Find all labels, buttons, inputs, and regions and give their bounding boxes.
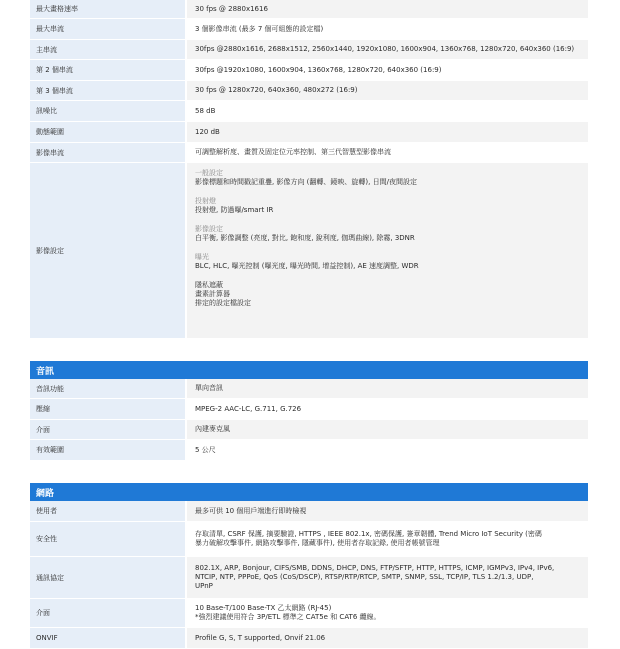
spec-value-line: Profile G, S, T supported, Onvif 21.06 [195, 633, 326, 642]
spec-row [30, 0, 588, 19]
network-spec-table [30, 501, 588, 649]
spec-value [187, 501, 588, 521]
spec-label: 壓縮 [30, 399, 185, 419]
group-title: 影像設定 [195, 225, 223, 233]
extra-line: 隱私遮蔽 [195, 281, 223, 289]
spec-label: 有效範圍 [30, 440, 185, 460]
spec-label: 影像串流 [30, 143, 185, 162]
spec-label: 介面 [30, 599, 185, 627]
spec-value: 單向音訊 [187, 379, 588, 398]
spec-value-line: 802.1X, ARP, Bonjour, CIFS/SMB, DDNS, DHCP, DNS, FTP/SFTP, HTTP, HTTPS, ICMP, IGMPv3, IPv4, IPv6, [195, 564, 555, 572]
spec-label: 通訊協定 [30, 557, 185, 598]
section-gap [30, 461, 588, 483]
spec-value: 可調整解析度、畫質及固定位元率控制、第三代智慧型影像串流 [187, 143, 588, 162]
section-gap [30, 339, 588, 361]
spec-row [30, 501, 588, 522]
spec-label: 介面 [30, 420, 185, 439]
spec-value [187, 628, 588, 648]
spec-value: 5 公尺 [187, 440, 588, 460]
section-header-audio: 音訊 [30, 361, 588, 379]
spec-value-line: 最多可供 10 個用戶端進行即時檢視 [195, 506, 307, 515]
spec-label: 最大畫格速率 [30, 0, 185, 18]
spec-row [30, 599, 588, 628]
spec-row [30, 81, 588, 101]
spec-value [187, 599, 588, 627]
spec-label: 音訊功能 [30, 379, 185, 398]
spec-label: 安全性 [30, 522, 185, 556]
settings-group [195, 225, 580, 243]
spec-value-line: 暴力破解攻擊事件, 網路攻擊事件, 隱藏事件), 使用者存取記錄, 使用者帳號管理 [195, 539, 440, 547]
spec-label: 使用者 [30, 501, 185, 521]
spec-value: 30 fps @ 1280x720, 640x360, 480x272 (16:9) [187, 81, 588, 100]
extra-line: 畫素計算器 [195, 290, 230, 298]
spec-label: 最大串流 [30, 19, 185, 39]
spec-value-line: *強烈建議使用符合 3P/ETL 標準之 CAT5e 和 CAT6 纜線。 [195, 613, 381, 621]
group-title: 曝光 [195, 253, 209, 261]
spec-row [30, 19, 588, 40]
spec-label: ONVIF [30, 628, 185, 648]
group-title: 投射燈 [195, 197, 216, 205]
spec-value: 30fps @1920x1080, 1600x904, 1360x768, 1280x720, 640x360 (16:9) [187, 60, 588, 80]
group-text: BLC, HLC, 曝光控制 (曝光度, 曝光時間, 增益控制), AE 速度調整, WDR [195, 262, 419, 270]
spec-value: 30 fps @ 2880x1616 [187, 0, 588, 18]
spec-value: 30fps @2880x1616, 2688x1512, 2560x1440, 1920x1080, 1600x904, 1360x768, 1280x720, 640x360 (16:9) [187, 40, 588, 59]
spec-row [30, 122, 588, 143]
spec-value: 內建麥克風 [187, 420, 588, 439]
spec-row [30, 143, 588, 163]
spec-row [30, 420, 588, 440]
settings-group [195, 253, 580, 271]
spec-value [187, 557, 588, 598]
spec-value: 120 dB [187, 122, 588, 142]
spec-label: 第 3 個串流 [30, 81, 185, 100]
spec-row [30, 522, 588, 557]
spec-label: 第 2 個串流 [30, 60, 185, 80]
spec-row [30, 379, 588, 399]
spec-row [30, 399, 588, 420]
spec-row [30, 60, 588, 81]
settings-group [195, 197, 580, 215]
spec-value-line: NTCIP, NTP, PPPoE, QoS (CoS/DSCP), RTSP/RTP/RTCP, SMTP, SNMP, SSL, TCP/IP, TLS 1.2/1.3, UDP, [195, 573, 534, 581]
spec-value: 3 個影像串流 (最多 7 個可組態的設定檔) [187, 19, 588, 39]
spec-row [30, 101, 588, 122]
group-title: 一般設定 [195, 169, 223, 177]
section-header-network: 網路 [30, 483, 588, 501]
spec-row [30, 628, 588, 649]
spec-label: 主串流 [30, 40, 185, 59]
group-text: 影像標題和時間戳記重疊, 影像方向 (翻轉、鏡映、旋轉), 日間/夜間設定 [195, 178, 417, 186]
extra-line: 排定的設定檔設定 [195, 299, 251, 307]
spec-value [187, 522, 588, 556]
spec-row [30, 440, 588, 461]
spec-value-line: UPnP [195, 582, 213, 590]
spec-label: 影像設定 [30, 163, 185, 338]
group-text: 白平衡, 影像調整 (亮度, 對比, 飽和度, 銳利度, 伽瑪曲線), 除霧, 3DNR [195, 234, 415, 242]
image-settings-value [187, 163, 588, 338]
settings-group [195, 169, 580, 187]
video-spec-table [30, 0, 588, 163]
spec-value: MPEG-2 AAC-LC, G.711, G.726 [187, 399, 588, 419]
spec-value-line: 10 Base-T/100 Base-TX 乙太網路 (RJ-45) [195, 604, 332, 612]
spec-row [30, 40, 588, 60]
spec-value-line: 存取清單, CSRF 保護, 摘要驗證, HTTPS , IEEE 802.1x, 密碼保護, 簽章韌體, Trend Micro IoT Security (密碼 [195, 530, 542, 538]
spec-sheet [30, 0, 588, 649]
spec-label: 動態範圍 [30, 122, 185, 142]
spec-label: 訊噪比 [30, 101, 185, 121]
settings-extra [195, 281, 580, 308]
spec-row [30, 557, 588, 599]
spec-value: 58 dB [187, 101, 588, 121]
group-text: 投射燈, 防過曝/smart IR [195, 206, 274, 214]
audio-spec-table [30, 379, 588, 461]
spec-row-image-settings [30, 163, 588, 339]
